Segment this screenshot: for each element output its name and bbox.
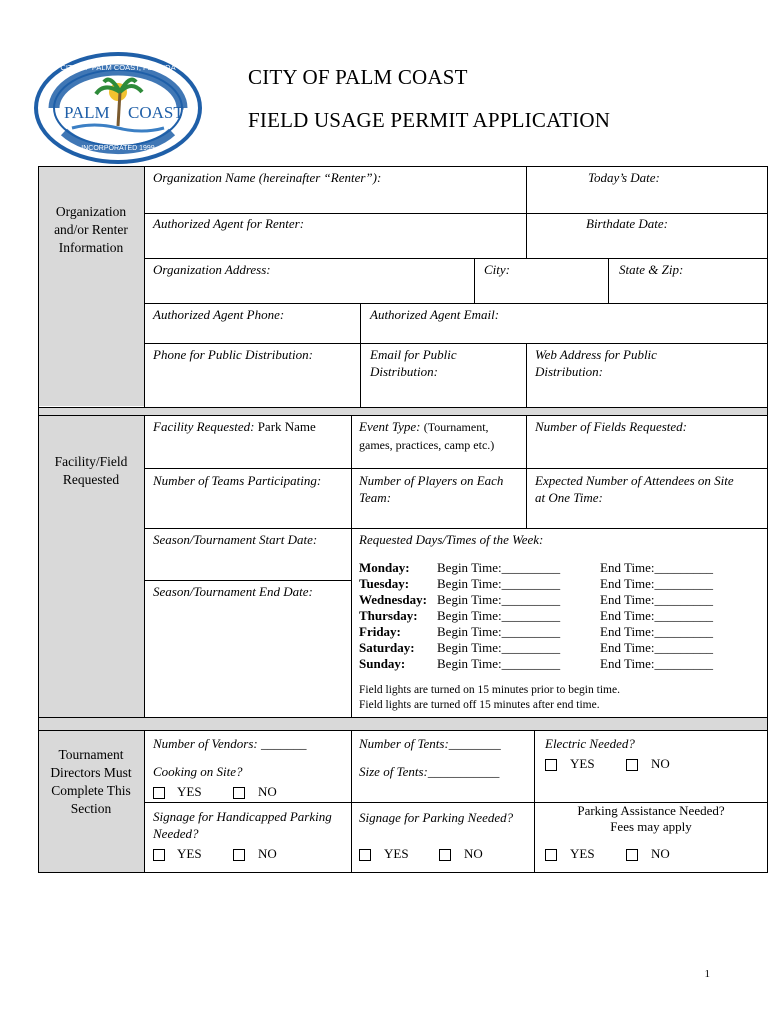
signage-hc-yes-label: YES bbox=[177, 846, 202, 861]
logo-word-right: COAST bbox=[128, 103, 184, 122]
day-name: Tuesday: bbox=[359, 576, 410, 591]
cooking-no-label: NO bbox=[258, 784, 277, 799]
parking-assist-label: Parking Assistance Needed? bbox=[577, 803, 725, 818]
size-tents-label: Size of Tents:___________ bbox=[359, 764, 500, 779]
requested-days-label: Requested Days/Times of the Week: bbox=[359, 532, 544, 547]
public-email-label: Email for Public Distribution: bbox=[370, 347, 457, 379]
facility-requested-field bbox=[153, 418, 316, 435]
address-label: Organization Address: bbox=[153, 262, 271, 277]
parking-assist-no-label: NO bbox=[651, 846, 670, 861]
page-title-line1: CITY OF PALM COAST bbox=[248, 65, 468, 89]
public-phone-label: Phone for Public Distribution: bbox=[153, 347, 313, 362]
todays-date-label: Today’s Date: bbox=[588, 170, 660, 185]
start-date-label: Season/Tournament Start Date: bbox=[153, 532, 318, 547]
city-seal-logo bbox=[34, 52, 202, 164]
cooking-yes-checkbox[interactable] bbox=[153, 787, 165, 799]
end-time-field[interactable]: End Time:_________ bbox=[600, 640, 714, 655]
electric-label: Electric Needed? bbox=[545, 736, 635, 751]
parking-assist-yes-label: YES bbox=[570, 846, 595, 861]
end-time-field[interactable]: End Time:_________ bbox=[600, 656, 714, 671]
lights-note-on: Field lights are turned on 15 minutes prior to begin time. bbox=[359, 684, 620, 696]
logo-ring-text-top: CITY OF PALM COAST, FLORIDA bbox=[60, 63, 176, 72]
cooking-label: Cooking on Site? bbox=[153, 764, 243, 779]
event-type-label: Event Type: bbox=[359, 419, 421, 434]
facility-section-label: Facility/Field Requested bbox=[54, 454, 128, 487]
electric-yes-checkbox[interactable] bbox=[545, 759, 557, 771]
page-title-line2: FIELD USAGE PERMIT APPLICATION bbox=[248, 108, 611, 132]
num-teams-label: Number of Teams Participating: bbox=[153, 473, 322, 488]
begin-time-field[interactable]: Begin Time:_________ bbox=[437, 608, 561, 623]
signage-hc-yes-checkbox[interactable] bbox=[153, 849, 165, 861]
logo-word-left: PALM bbox=[64, 103, 110, 122]
day-name: Monday: bbox=[359, 560, 410, 575]
org-section-label: Organization and/or Renter Information bbox=[54, 204, 128, 255]
day-name: Friday: bbox=[359, 624, 401, 639]
cooking-no-checkbox[interactable] bbox=[233, 787, 245, 799]
end-time-field[interactable]: End Time:_________ bbox=[600, 624, 714, 639]
agent-label: Authorized Agent for Renter: bbox=[153, 216, 305, 231]
begin-time-field[interactable]: Begin Time:_________ bbox=[437, 576, 561, 591]
day-name: Saturday: bbox=[359, 640, 415, 655]
agent-email-label: Authorized Agent Email: bbox=[370, 307, 500, 322]
electric-yes-label: YES bbox=[570, 756, 595, 771]
signage-hc-label: Signage for Handicapped Parking Needed? bbox=[153, 809, 332, 841]
signage-parking-no-checkbox[interactable] bbox=[439, 849, 451, 861]
facility-requested-label: Facility Requested: bbox=[153, 419, 255, 434]
web-address-label: Web Address for Public Distribution: bbox=[535, 347, 657, 379]
page-number: 1 bbox=[704, 968, 710, 980]
begin-time-field[interactable]: Begin Time:_________ bbox=[437, 624, 561, 639]
day-name: Sunday: bbox=[359, 656, 406, 671]
end-time-field[interactable]: End Time:_________ bbox=[600, 576, 714, 591]
electric-no-label: NO bbox=[651, 756, 670, 771]
city-label: City: bbox=[484, 262, 510, 277]
day-name: Wednesday: bbox=[359, 592, 427, 607]
num-vendors-label: Number of Vendors: _______ bbox=[153, 736, 307, 751]
num-fields-label: Number of Fields Requested: bbox=[535, 419, 687, 434]
org-side-shade bbox=[38, 166, 144, 406]
tournament-section-label: Tournament Directors Must Complete This Section bbox=[50, 747, 132, 816]
end-date-label: Season/Tournament End Date: bbox=[153, 584, 313, 599]
fees-note: Fees may apply bbox=[610, 819, 692, 834]
parking-assist-yes-checkbox[interactable] bbox=[545, 849, 557, 861]
signage-parking-no-label: NO bbox=[464, 846, 483, 861]
end-time-field[interactable]: End Time:_________ bbox=[600, 592, 714, 607]
event-type-field bbox=[359, 418, 519, 454]
birthdate-label: Birthdate Date: bbox=[586, 216, 668, 231]
park-name-hint: Park Name bbox=[257, 419, 316, 434]
end-time-field[interactable]: End Time:_________ bbox=[600, 608, 714, 623]
logo-ring-text-bottom: INCORPORATED 1999 bbox=[81, 145, 155, 152]
signage-hc-no-label: NO bbox=[258, 846, 277, 861]
signage-parking-yes-label: YES bbox=[384, 846, 409, 861]
begin-time-field[interactable]: Begin Time:_________ bbox=[437, 560, 561, 575]
lights-note-off: Field lights are turned off 15 minutes after end time. bbox=[359, 699, 600, 711]
num-tents-label: Number of Tents:________ bbox=[359, 736, 501, 751]
day-name: Thursday: bbox=[359, 608, 418, 623]
agent-phone-label: Authorized Agent Phone: bbox=[153, 307, 285, 322]
end-time-field[interactable]: End Time:_________ bbox=[600, 560, 714, 575]
signage-parking-label: Signage for Parking Needed? bbox=[359, 810, 514, 825]
num-players-label: Number of Players on Each Team: bbox=[359, 473, 504, 505]
parking-assist-no-checkbox[interactable] bbox=[626, 849, 638, 861]
signage-parking-yes-checkbox[interactable] bbox=[359, 849, 371, 861]
electric-no-checkbox[interactable] bbox=[626, 759, 638, 771]
event-type-hint: (Tournament, games, practices, camp etc.) bbox=[359, 420, 495, 452]
cooking-yes-label: YES bbox=[177, 784, 202, 799]
begin-time-field[interactable]: Begin Time:_________ bbox=[437, 656, 561, 671]
org-name-label: Organization Name (hereinafter “Renter”): bbox=[153, 170, 382, 185]
state-zip-label: State & Zip: bbox=[619, 262, 684, 277]
separator-band-1 bbox=[38, 407, 767, 415]
attendees-label: Expected Number of Attendees on Site at One Time: bbox=[535, 473, 734, 505]
separator-band-2 bbox=[38, 717, 767, 730]
begin-time-field[interactable]: Begin Time:_________ bbox=[437, 592, 561, 607]
signage-hc-no-checkbox[interactable] bbox=[233, 849, 245, 861]
begin-time-field[interactable]: Begin Time:_________ bbox=[437, 640, 561, 655]
